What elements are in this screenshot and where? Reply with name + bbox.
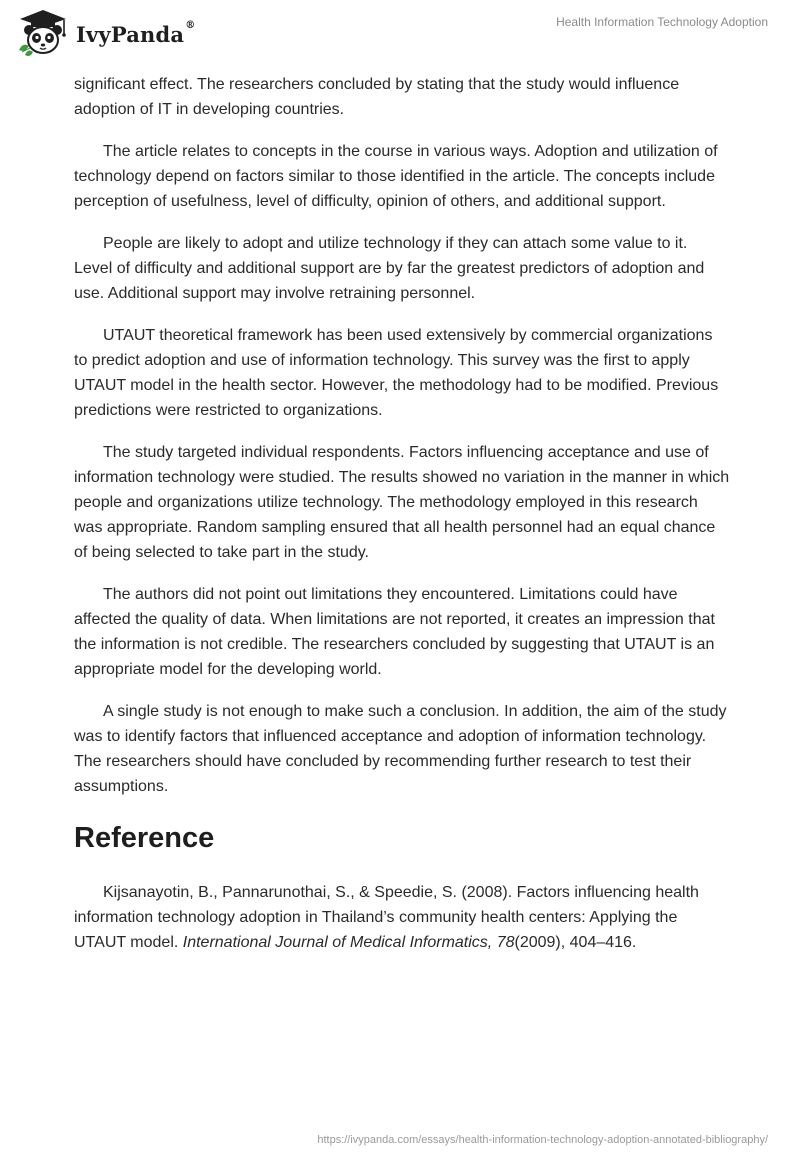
paragraph-2: The article relates to concepts in the course in various ways. Adoption and utilization of technology depend on factors similar to those identified in the article. The concepts include perception of usefulness, level of difficulty, opinion of others, and additional support. [74, 143, 718, 210]
panda-graduate-icon [14, 8, 72, 58]
paragraph-4: UTAUT theoretical framework has been used extensively by commercial organizations to predict adoption and use of information technology. This survey was the first to apply UTAUT model in the health sector. However, the methodology had to be modified. Previous predictions were restricted to organizations. [74, 327, 719, 419]
running-title: Health Information Technology Adoption [556, 15, 768, 29]
reference-heading: Reference [74, 822, 215, 854]
page-header [0, 0, 800, 60]
essay-body [74, 72, 730, 972]
registered-mark: ® [185, 19, 196, 31]
paragraph-6: The authors did not point out limitations they encountered. Limitations could have affected the quality of data. When limitations are not reported, it creates an impression that the information is not credible. The researchers concluded by suggesting that UTAUT is an appropriate model for the developing world. [74, 586, 715, 678]
citation-journal: International Journal of Medical Informatics, 78 [182, 934, 515, 951]
paragraph-3: People are likely to adopt and utilize technology if they can attach some value to it. Level of difficulty and additional support are by far the greatest predictors of adoption and use. Additional support may involve retraining personnel. [74, 235, 705, 302]
paragraph-1: significant effect. The researchers concluded by stating that the study would influence adoption of IT in developing countries. [74, 76, 680, 118]
citation-lead: Kijsanayotin, B., Pannarunothai, S., & Speedie, S. (2008). Factors influencing health information technology adoption in Thailand’s community health centers: Applying the UTAUT model. [74, 884, 699, 951]
reference-citation [74, 880, 730, 955]
source-url-link[interactable]: https://ivypanda.com/essays/health-information-technology-adoption-annotated-bibliography/ [317, 1134, 768, 1146]
brand-name: IvyPanda® [76, 19, 196, 47]
ivypanda-logo[interactable] [14, 8, 195, 58]
paragraph-5: The study targeted individual respondents. Factors influencing acceptance and use of information technology were studied. The results showed no variation in the manner in which people and organizations utilize technology. The methodology employed in this research was appropriate. Random sampling ensured that all health personnel had an equal chance of being selected to take part in the study. [74, 444, 730, 561]
citation-tail: (2009), 404–416. [514, 934, 637, 951]
paragraph-7: A single study is not enough to make such a conclusion. In addition, the aim of the study was to identify factors that influenced acceptance and adoption of information technology. The researchers should have concluded by recommending further research to test their assumptions. [74, 703, 727, 795]
